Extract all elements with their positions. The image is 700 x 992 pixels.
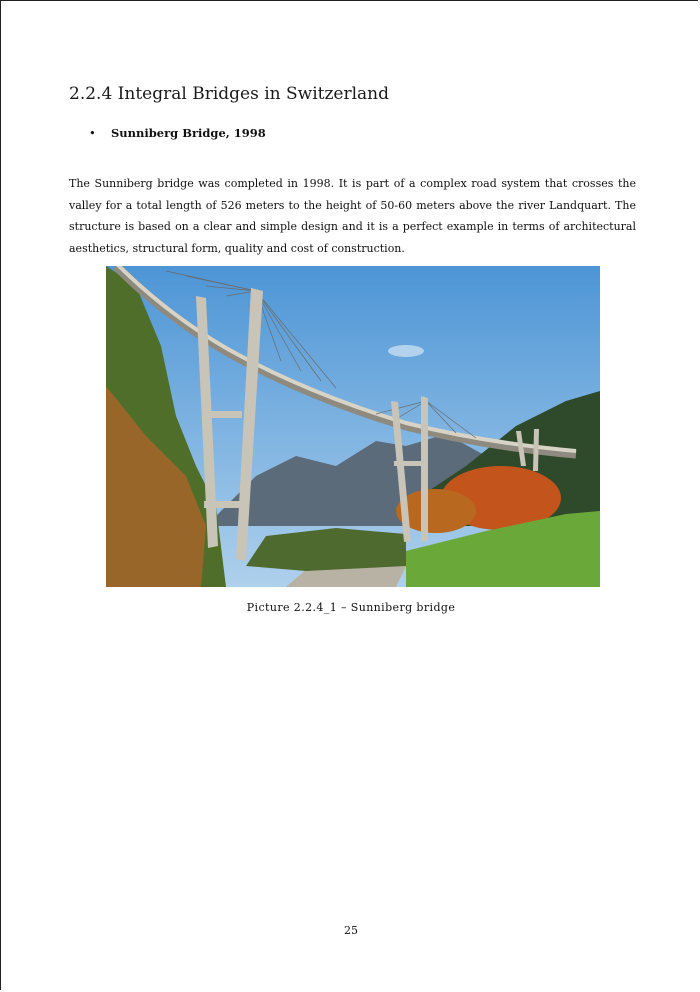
cloud [388, 345, 424, 357]
bullet-symbol: • [89, 126, 96, 140]
body-paragraph: The Sunniberg bridge was completed in 1998. It is part of a complex road system that crosses the valley for a total length of 526 meters to the height of 50-60 meters above the river Landquart. The structure is based on a clear and simple design and it is a perfect example in terms of architectural aesthetics, structural form, quality and cost of construction. [69, 177, 636, 255]
figure-caption: Picture 2.2.4_1 – Sunniberg bridge [246, 601, 456, 614]
sunniberg-bridge-photo [106, 266, 600, 587]
bullet-list-item [89, 126, 266, 140]
section-heading: 2.2.4 Integral Bridges in Switzerland [69, 84, 390, 104]
page-number: 25 [344, 924, 358, 937]
bullet-item-text: Sunniberg Bridge, 1998 [111, 126, 266, 140]
